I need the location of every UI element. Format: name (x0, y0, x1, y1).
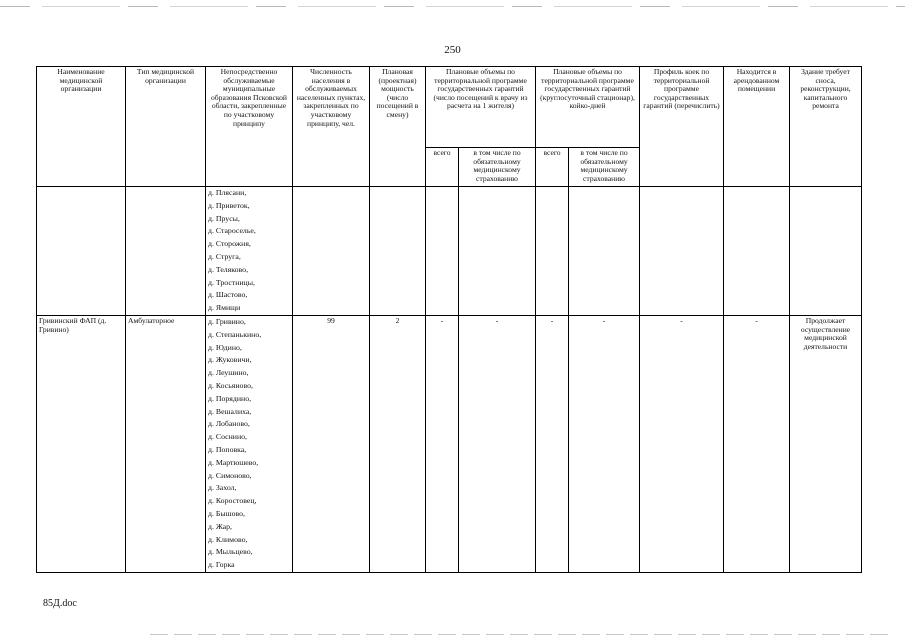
locality: д. Приветок, (208, 200, 250, 210)
locality: д. Захол, (208, 483, 237, 493)
locality: д. Поповка, (208, 444, 247, 454)
locality: д. Климово, (208, 534, 248, 544)
table-row (37, 315, 862, 572)
cell-localities (206, 187, 293, 316)
cell-beds-profile: - (640, 315, 724, 572)
locality: д. Лобаново, (208, 419, 250, 429)
cell-out-total: - (426, 315, 459, 572)
locality: д. Коростовец, (208, 496, 257, 506)
col-header-building: Здание требует сноса, реконструкции, капитального ремонта (790, 67, 862, 187)
col-header-capacity: Плановая (проектная) мощность (число посещений в смену) (370, 67, 426, 187)
header-row (37, 67, 862, 148)
cell-type: Амбулаторное (126, 315, 206, 572)
locality: д. Соснино, (208, 432, 247, 442)
col-header-municipal: Непосредственно обслуживаемые муниципальные образования Псковской области, закрепленные по участковому принципу (206, 67, 293, 187)
subheader-in-total: всего (536, 148, 569, 187)
scan-edge-top (0, 6, 905, 7)
cell-beds-profile (640, 187, 724, 316)
subheader-in-oms: в том числе по обязательному медицинскому страхованию (569, 148, 640, 187)
cell-type (126, 187, 206, 316)
locality: д. Прусы, (208, 213, 240, 223)
locality: д. Ямищи (208, 303, 241, 313)
cell-in-total: - (536, 315, 569, 572)
cell-in-total (536, 187, 569, 316)
locality: д. Староселье, (208, 226, 256, 236)
locality: д. Симоново, (208, 470, 252, 480)
locality: д. Жуковичи, (208, 355, 252, 365)
col-header-type: Тип медицинской организации (126, 67, 206, 187)
col-header-name: Наименование медицинской организации (37, 67, 126, 187)
locality: д. Леушино, (208, 368, 249, 378)
cell-capacity: 2 (370, 315, 426, 572)
locality: д. Порядино, (208, 393, 252, 403)
cell-building (790, 187, 862, 316)
cell-name: Гривинский ФАП (д. Гривино) (37, 315, 126, 572)
cell-population: 99 (293, 315, 370, 572)
col-header-plan-outpatient: Плановые объемы по территориальной программе государственных гарантий (число посещений к врачу из расчета на 1 жителя) (426, 67, 536, 148)
col-header-beds-profile: Профиль коек по территориальной программе государственных гарантий (перечислить) (640, 67, 724, 187)
cell-building: Продолжает осуществление медицинской деятельности (790, 315, 862, 572)
scan-edge-bottom (150, 634, 890, 635)
locality: д. Юдино, (208, 342, 242, 352)
locality: д. Жар, (208, 521, 232, 531)
cell-population (293, 187, 370, 316)
cell-rented (724, 187, 790, 316)
cell-out-total (426, 187, 459, 316)
cell-capacity (370, 187, 426, 316)
col-header-rented: Находится в арендованном помещении (724, 67, 790, 187)
facilities-table (36, 66, 862, 573)
cell-localities (206, 315, 293, 572)
subheader-out-oms: в том числе по обязательному медицинскому страхованию (459, 148, 536, 187)
table-row (37, 187, 862, 316)
locality: д. Мыльцево, (208, 547, 253, 557)
locality: д. Плясани, (208, 188, 247, 197)
locality: д. Тростницы, (208, 277, 255, 287)
cell-in-oms: - (569, 315, 640, 572)
locality: д. Горка (208, 560, 235, 570)
locality: д. Бышово, (208, 508, 245, 518)
locality: д. Теляково, (208, 264, 249, 274)
cell-name (37, 187, 126, 316)
locality: д. Шастово, (208, 290, 248, 300)
locality: д. Сторожня, (208, 239, 251, 249)
cell-out-oms (459, 187, 536, 316)
locality: д. Косьяново, (208, 380, 253, 390)
cell-in-oms (569, 187, 640, 316)
locality: д. Степанькино, (208, 329, 262, 339)
subheader-out-total: всего (426, 148, 459, 187)
footer-filename: 85Д.doc (43, 598, 77, 609)
cell-out-oms: - (459, 315, 536, 572)
locality: д. Струга, (208, 251, 241, 261)
locality: д. Гривино, (208, 316, 246, 326)
cell-rented: - (724, 315, 790, 572)
col-header-plan-inpatient: Плановые объемы по территориальной программе государственных гарантий (круглосуточный стационар), койко-дней (536, 67, 640, 148)
page-number: 250 (444, 44, 461, 56)
locality: д. Мартюшево, (208, 457, 259, 467)
locality: д. Вешалиха, (208, 406, 252, 416)
col-header-population: Численность населения в обслуживаемых населенных пунктах, закрепленных по участковому принципу, чел. (293, 67, 370, 187)
